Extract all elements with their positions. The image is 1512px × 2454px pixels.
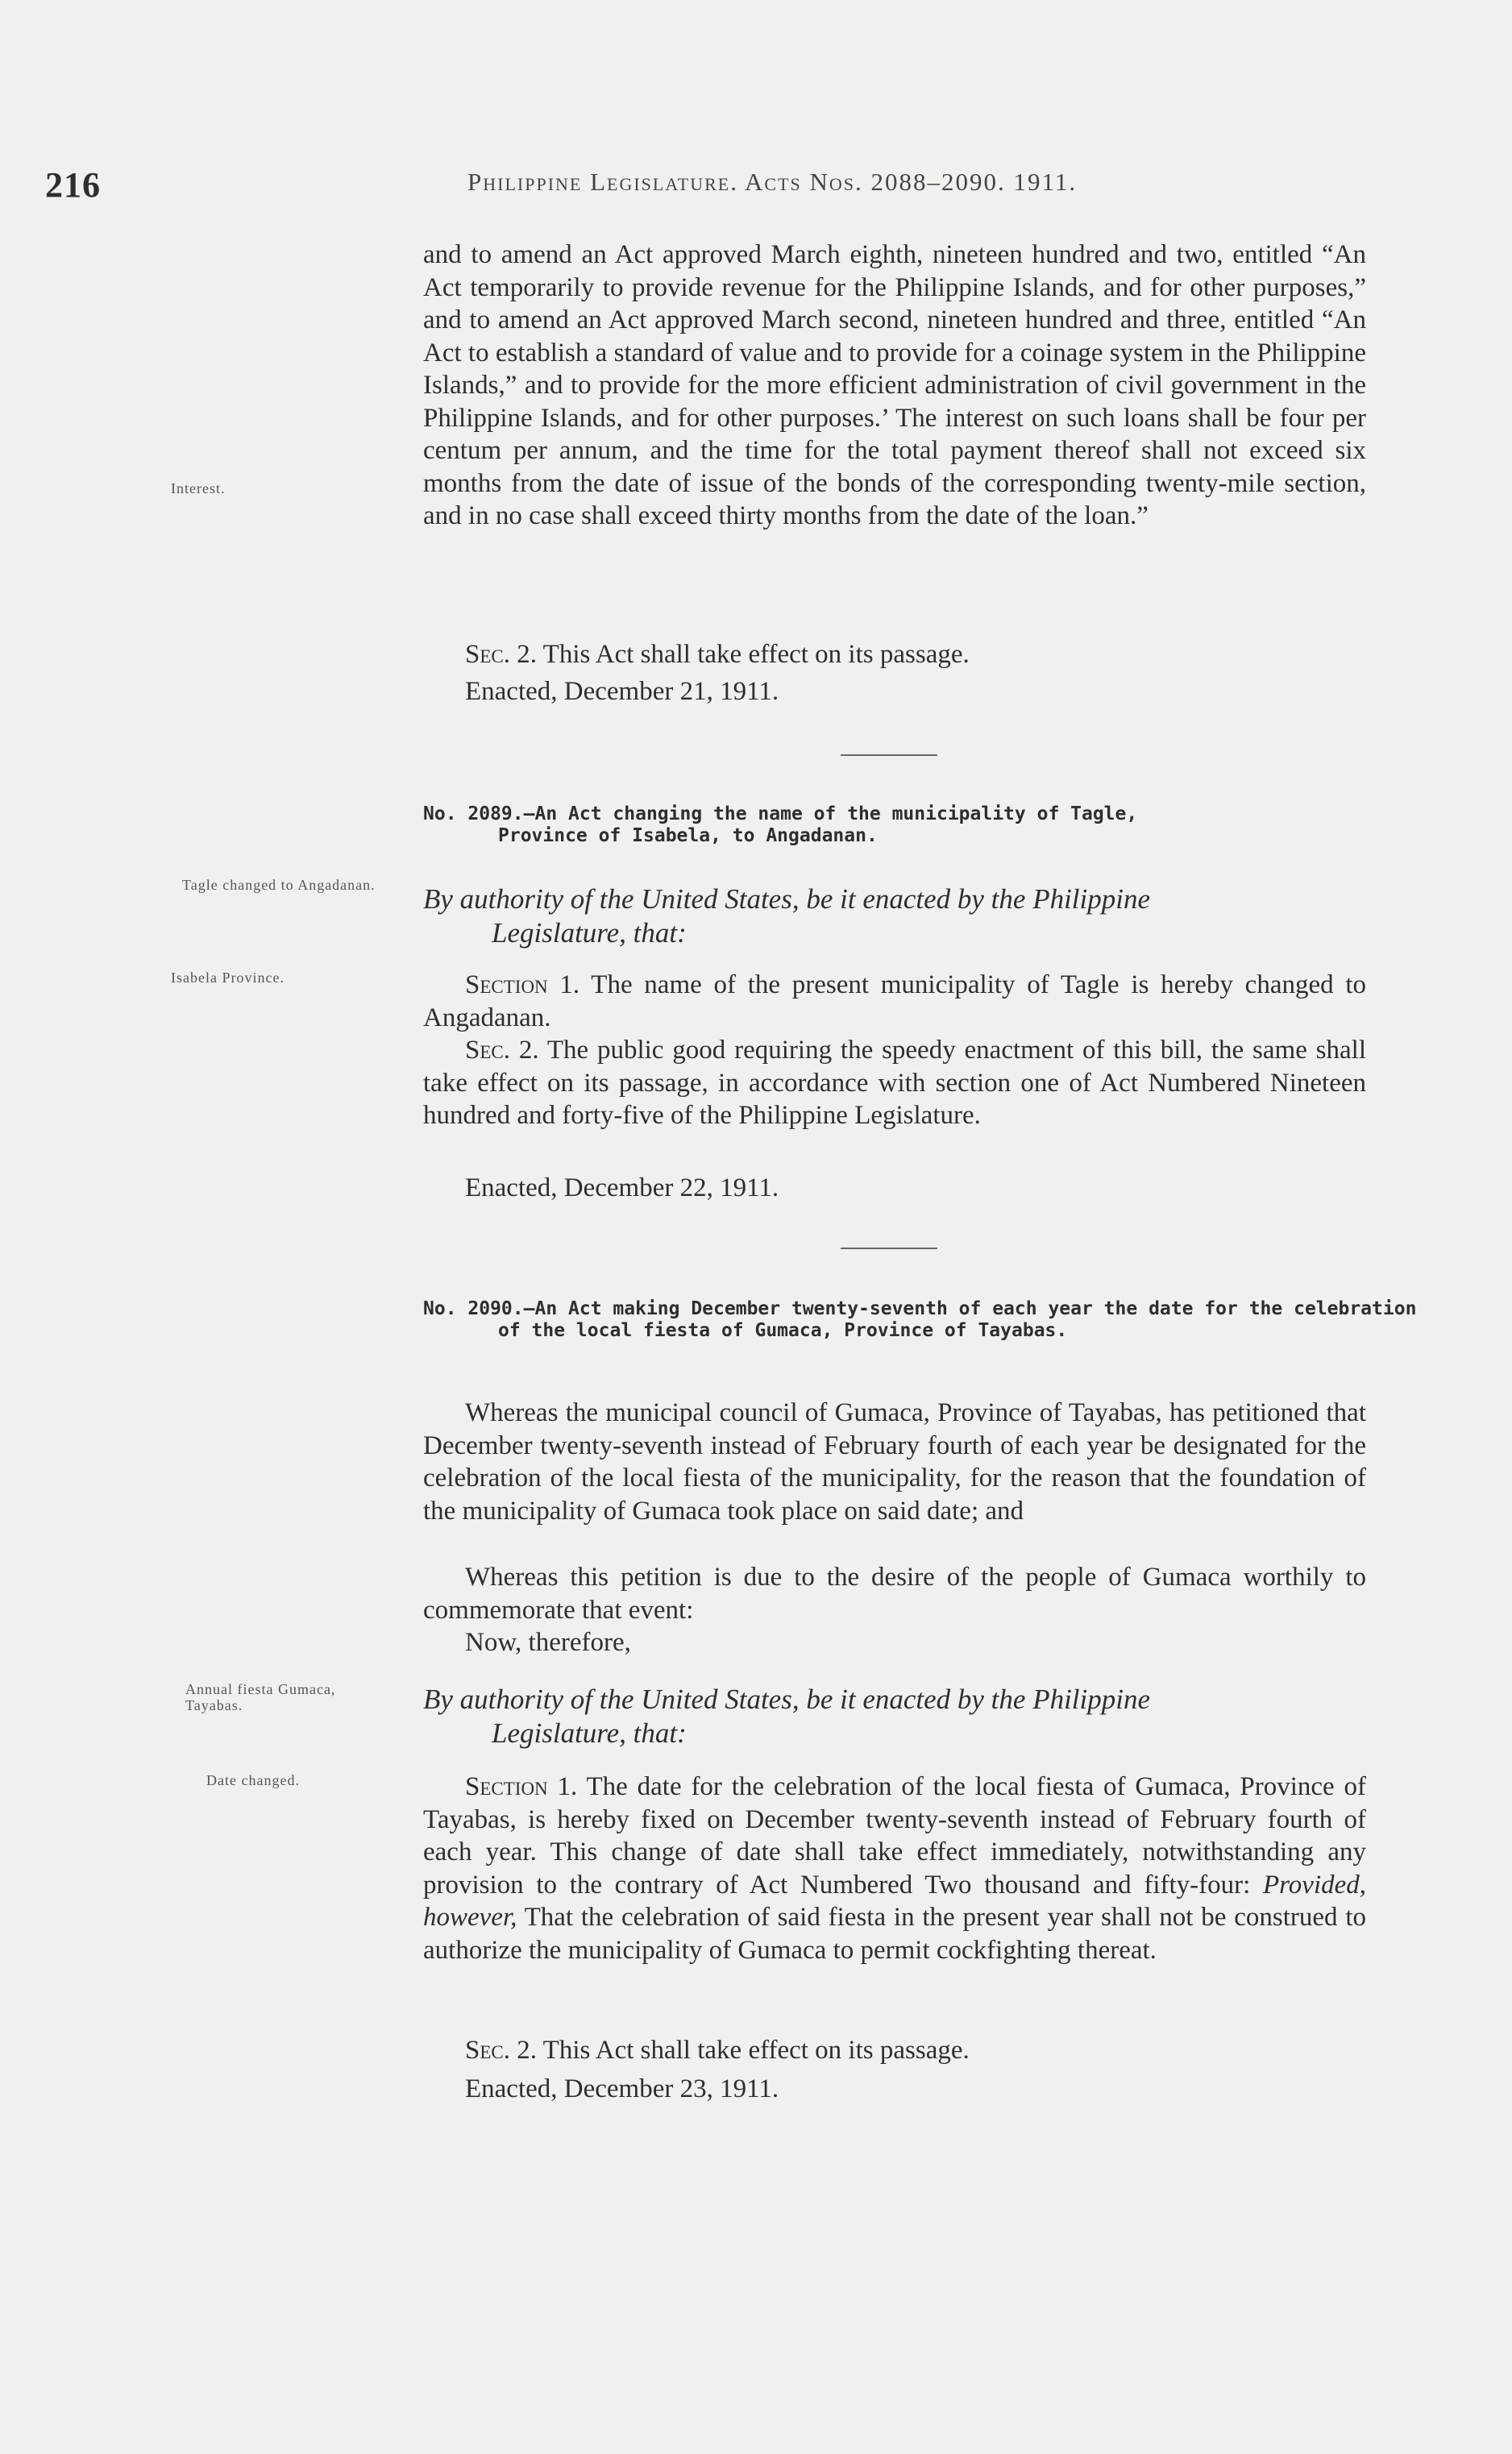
act-2089-sec-2 xyxy=(423,1034,1366,1132)
section-text: This Act shall take effect on its passage. xyxy=(542,640,970,669)
section-text: The date for the celebration of the local fiesta of Gumaca, Province of Tayabas, is hereby fixed on December twenty-seventh instead of February fourth of each year. This change of date shall take effect immediately, notwithstanding any provision to the contrary of Act Numbered Two thousand and fifty-four: xyxy=(423,1772,1367,1900)
section-divider xyxy=(841,1248,937,1249)
section-text: The public good requiring the speedy enactment of this bill, the same shall take effect on its passage, in accordance with section one of Act Numbered Nineteen hundred and forty-five of the Philippine Legislature. xyxy=(423,1036,1366,1130)
act-2090-enacting-clause xyxy=(423,1683,1366,1750)
act-2088-enacted-date: Enacted, December 21, 1911. xyxy=(465,677,779,706)
act-2089-enacted-date: Enacted, December 22, 1911. xyxy=(465,1173,779,1202)
enacting-line: Legislature, that: xyxy=(492,1717,687,1749)
proviso-text: Provided, however, xyxy=(423,1870,1367,1932)
act-2089-title xyxy=(423,803,1366,847)
act-2090-sec-2 xyxy=(423,2034,1366,2067)
act-title-line: Tayabas. xyxy=(978,1320,1068,1341)
act-2088-continuation-paragraph: and to amend an Act approved March eighth, nineteen hundred and two, entitled “An Act temporarily to provide revenue for the Philippine Islands, and for other purposes,” and to amend an Act approved March second, nineteen hundred and three, entitled “An Act to establish a standard of value and to provide for a coinage system in the Philippine Islands,” and to provide for the more efficient administration of civil government in the Philippine Islands, and for other purposes.’ The interest on such loans shall be four per centum per annum, and the time for the total payment thereof shall not exceed six months from the date of issue of the bonds of the corresponding twenty-mile section, and in no case shall exceed thirty months from the date of the loan.” xyxy=(423,240,1366,530)
act-2090-section-1 xyxy=(423,1771,1366,1966)
act-2090-now-therefore: Now, therefore, xyxy=(465,1628,631,1657)
margin-note-annual-fiesta: Annual fiesta Gumaca, Tayabas. xyxy=(185,1681,336,1713)
section-text: The name of the present municipality of Tagle is hereby changed to Angadanan. xyxy=(423,970,1366,1032)
act-2088-sec-2 xyxy=(423,638,1366,671)
section-divider xyxy=(841,754,937,756)
page-number: 216 xyxy=(45,165,101,205)
act-title-line: No. 2090.—An Act making December twenty-seventh of each year the xyxy=(423,1298,1138,1319)
act-2090-whereas-1: Whereas the municipal council of Gumaca, Province of Tayabas, has petitioned that December twenty-seventh instead of February fourth of each year be designated for the celebration of the local fiesta of the municipality, for the reason that the foundation of the municipality of Gumaca took place on said date; and xyxy=(423,1398,1366,1526)
section-label: Section 1. xyxy=(465,970,580,999)
enacting-line: By authority of the United States, be it enacted by the Philippine xyxy=(423,883,1151,915)
act-2090-title xyxy=(423,1298,1441,1342)
act-title-line: Province of Isabela, to Angadanan. xyxy=(498,825,878,846)
enacting-line: By authority of the United States, be it enacted by the Philippine xyxy=(423,1684,1151,1715)
running-head: Philippine Legislature. Acts Nos. 2088–2090. 1911. xyxy=(467,168,1078,196)
margin-note-interest: Interest. xyxy=(171,480,226,496)
act-2090-enacted-date: Enacted, December 23, 1911. xyxy=(465,2074,779,2103)
section-text: That the celebration of said fiesta in the present year shall not be construed to authorize the municipality of Gumaca to permit cockfighting thereat. xyxy=(423,1903,1366,1965)
section-label: Sec. 2. xyxy=(465,640,537,669)
margin-note-tagle-changed: Tagle changed to Angadanan. xyxy=(182,877,376,893)
section-label: Section 1. xyxy=(465,1772,578,1801)
section-text: This Act shall take effect on its passage. xyxy=(542,2036,970,2065)
act-title-line: date for the celebration of the local fiesta of Gumaca, Province of xyxy=(498,1298,1417,1341)
act-title-line: No. 2089.—An Act changing the name of the municipality of Tagle, xyxy=(423,803,1138,824)
enacting-line: Legislature, that: xyxy=(492,917,687,949)
section-label: Sec. 2. xyxy=(465,2036,537,2065)
act-2090-whereas-2: Whereas this petition is due to the desire of the people of Gumaca worthily to commemorate that event: xyxy=(423,1563,1366,1625)
section-label: Sec. 2. xyxy=(465,1036,539,1065)
act-2089-section-1 xyxy=(423,969,1366,1034)
margin-note-isabela-province: Isabela Province. xyxy=(171,970,285,986)
act-2089-enacting-clause xyxy=(423,882,1366,950)
margin-note-date-changed: Date changed. xyxy=(206,1772,300,1788)
